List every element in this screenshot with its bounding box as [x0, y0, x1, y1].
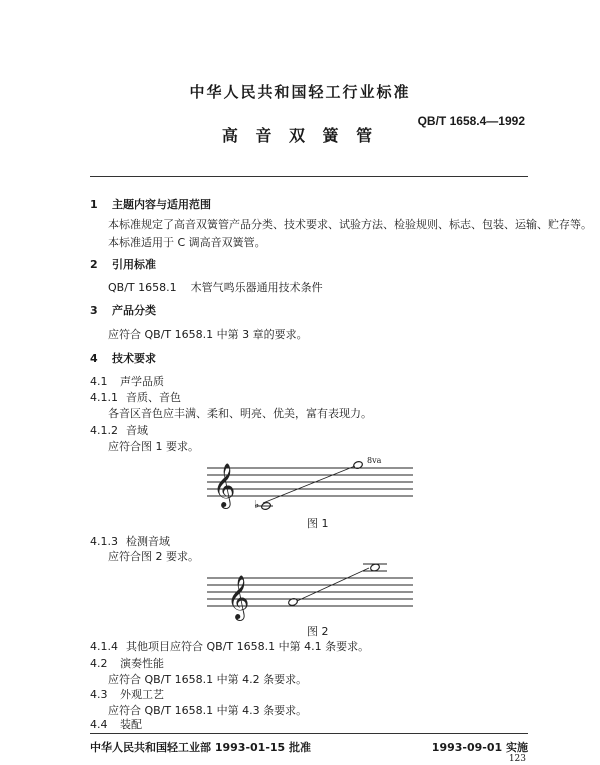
section-number: 3: [90, 304, 98, 317]
section-number: 4.3: [90, 688, 108, 701]
section-number: 4.4: [90, 718, 108, 731]
section-number: 1: [90, 198, 98, 211]
section-4-3-heading: [90, 686, 164, 702]
standard-code: QB/T 1658.4—1992: [417, 114, 525, 128]
section-number: 4.1.2: [90, 424, 118, 437]
section-number: 4.1.3: [90, 535, 118, 548]
figure-2-caption: 图 2: [307, 625, 329, 638]
section-1-heading: [90, 196, 211, 212]
section-title: 引用标准: [112, 258, 156, 271]
section-4-2-text: 应符合 QB/T 1658.1 中第 4.2 条要求。: [108, 673, 308, 686]
section-title: 声学品质: [120, 375, 164, 388]
section-number: 4.1.1: [90, 391, 118, 404]
section-4-2-heading: [90, 655, 164, 671]
page-number: 123: [508, 754, 526, 764]
section-1-para-2: 本标准适用于 C 调高音双簧管。: [108, 236, 266, 249]
section-title: 音质、音色: [126, 391, 181, 404]
reference-code: QB/T 1658.1: [108, 281, 177, 294]
section-4-1-heading: [90, 373, 164, 389]
figure-1-staff: [205, 452, 415, 514]
treble-clef-icon: 𝄞: [213, 463, 236, 507]
section-3-text: 应符合 QB/T 1658.1 中第 3 章的要求。: [108, 328, 308, 341]
section-3-heading: [90, 302, 156, 318]
section-1-para-1: 本标准规定了高音双簧管产品分类、技术要求、试验方法、检验规则、标志、包装、运输、贮存等。: [108, 218, 592, 231]
section-4-3-text: 应符合 QB/T 1658.1 中第 4.3 条要求。: [108, 704, 308, 717]
section-title: 外观工艺: [120, 688, 164, 701]
figure-1-caption: 图 1: [307, 517, 329, 530]
header-rule: [90, 176, 528, 177]
figure-2-staff: [205, 560, 415, 622]
treble-clef-icon: 𝄞: [227, 575, 250, 619]
section-title: 技术要求: [112, 352, 156, 365]
flat-sign: ♭: [254, 498, 260, 511]
section-4-1-3-text: 应符合图 2 要求。: [108, 550, 199, 563]
section-4-1-1-heading: [90, 389, 181, 405]
section-4-1-4: [90, 638, 369, 654]
section-4-heading: [90, 350, 156, 366]
section-number: 2: [90, 258, 98, 271]
section-title: 音域: [126, 424, 148, 437]
section-text: 其他项目应符合 QB/T 1658.1 中第 4.1 条要求。: [126, 640, 370, 653]
section-4-1-2-text: 应符合图 1 要求。: [108, 440, 199, 453]
section-title: 产品分类: [112, 304, 156, 317]
octave-mark: 8va: [367, 456, 382, 465]
section-4-1-3-heading: [90, 533, 170, 549]
section-title: 主题内容与适用范围: [112, 198, 211, 211]
issuing-organization: 中华人民共和国轻工行业标准: [189, 83, 411, 101]
section-number: 4: [90, 352, 98, 365]
reference-standard: [108, 279, 323, 295]
section-title: 装配: [120, 718, 142, 731]
section-2-heading: [90, 256, 156, 272]
section-4-4-heading: [90, 716, 142, 732]
footer-rule: [90, 733, 528, 734]
section-title: 检测音域: [126, 535, 170, 548]
section-4-1-1-text: 各音区音色应丰满、柔和、明亮、优美，富有表现力。: [108, 407, 372, 420]
section-number: 4.1: [90, 375, 108, 388]
section-number: 4.2: [90, 657, 108, 670]
section-title: 演奏性能: [120, 657, 164, 670]
section-4-1-2-heading: [90, 422, 148, 438]
section-number: 4.1.4: [90, 640, 118, 653]
approval-line: 中华人民共和国轻工业部 1993-01-15 批准: [90, 741, 312, 754]
implementation-date: 1993-09-01 实施: [431, 741, 528, 754]
document-title: 高 音 双 簧 管: [221, 126, 379, 145]
reference-title: 木管气鸣乐器通用技术条件: [190, 281, 323, 294]
